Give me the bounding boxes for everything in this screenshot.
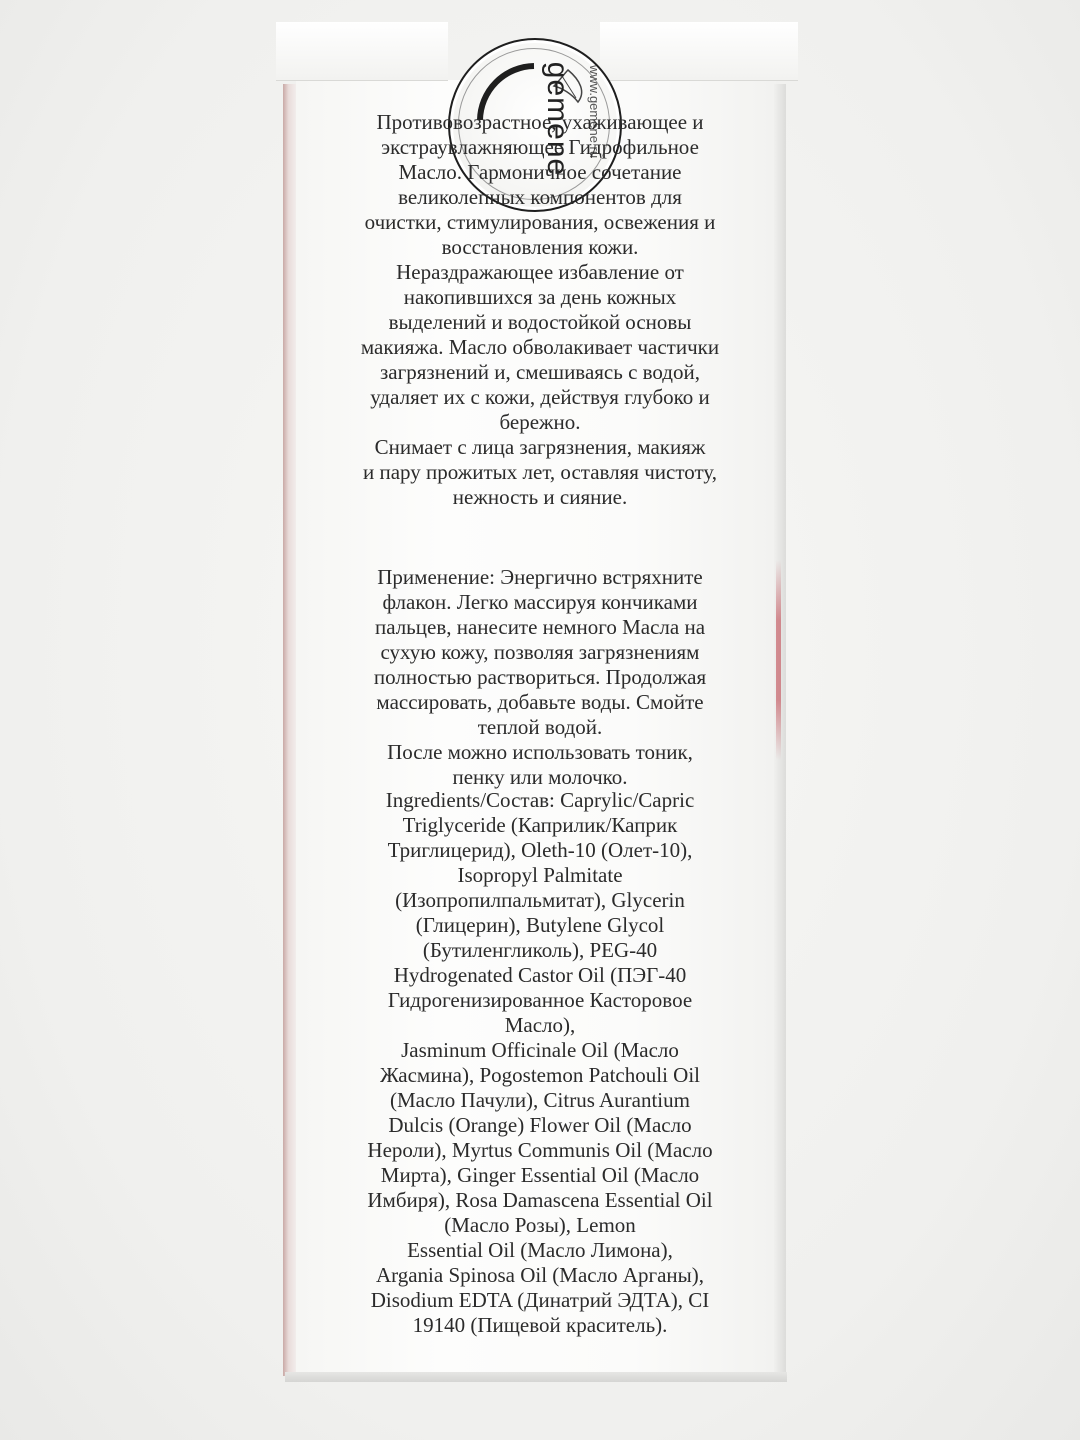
ingredients-list bbox=[318, 788, 762, 1338]
box-left-edge bbox=[283, 84, 297, 1376]
product-description bbox=[318, 110, 762, 510]
box-red-accent bbox=[776, 560, 781, 760]
box-top-flap-right bbox=[600, 22, 798, 81]
logo-brand-name: gemene bbox=[541, 61, 575, 177]
usage-paragraph-1: Применение: Энергично встряхните флакон. Легко массируя кончиками пальцев, нанесите немного Масла на сухую кожу, позволяя загрязнениям полностью раствориться. Продолжая массировать, добавьте воды. Смойте теплой водой. bbox=[373, 565, 707, 739]
logo-website-url: www.gemene.ru bbox=[587, 64, 603, 159]
ingredients-paragraph-2: Jasminum Officinale Oil (Масло Жасмина), Pogostemon Patchouli Oil (Масло Пачули), Citrus Aurantium Dulcis (Orange) Flower Oil (Масло Нероли), Myrtus Communis Oil (Масло Мирта), Ginger Essential Oil (Масло Имбиря), Rosa Damascena Essential Oil (Масло Розы), Lemon Essential Oil (Масло Лимона), Argania Spinosa Oil (Масло Арганы), Disodium EDTA (Динатрий ЭДТА), CI 19140 (Пищевой краситель). bbox=[367, 1038, 713, 1337]
box-bottom-edge bbox=[285, 1372, 787, 1382]
description-paragraph-1: Противовозрастное, ухаживающее и экстраувлажняющее Гидрофильное Масло. Гармоничное сочетание великолепных компонентов для очистки, стимулирования, освежения и восстановления кожи. bbox=[364, 110, 716, 259]
ingredients-paragraph-1: Ingredients/Состав: Caprylic/Capric Triglyceride (Каприлик/Каприк Триглицерид), Oleth-10 (Олет-10), Isopropyl Palmitate (Изопропилпальмитат), Glycerin (Глицерин), Butylene Glycol (Бутиленгликоль), PEG-40 Hydrogenated Castor Oil (ПЭГ-40 Гидрогенизированное Касторовое Масло), bbox=[385, 788, 695, 1037]
description-paragraph-2: Нераздражающее избавление от накопившихся за день кожных выделений и водостойкой основы макияжа. Масло обволакивает частички загрязнений и, смешиваясь с водой, удаляет их с кожи, действуя глубоко и бережно. bbox=[360, 260, 720, 434]
usage-instructions bbox=[318, 565, 762, 790]
usage-paragraph-2: После можно использовать тоник, пенку или молочко. bbox=[387, 740, 693, 789]
description-paragraph-3: Снимает с лица загрязнения, макияж и пару прожитых лет, оставляя чистоту, нежность и сияние. bbox=[363, 435, 717, 509]
box-top-flap-left bbox=[276, 22, 448, 81]
